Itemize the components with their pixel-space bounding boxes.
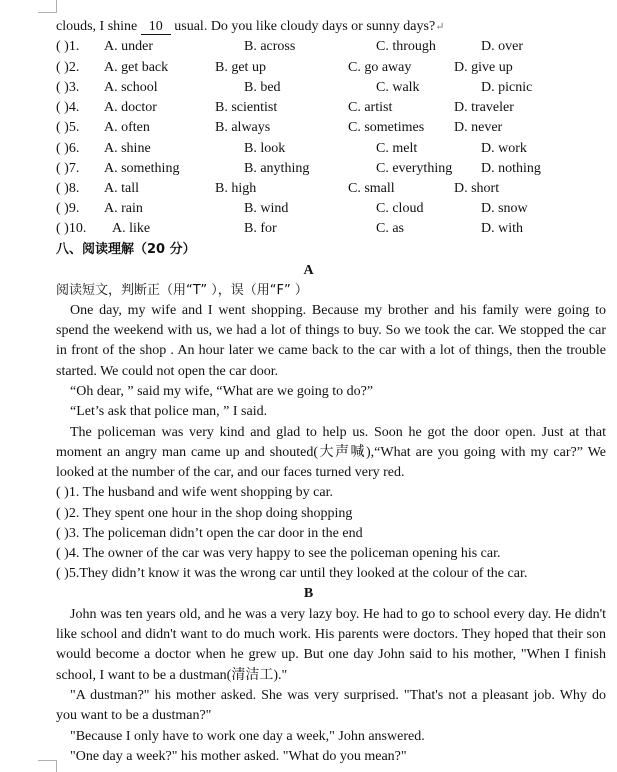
answer-blank: 10 <box>141 19 171 35</box>
q3-option-b: B. bed <box>244 80 281 95</box>
q1-option-c: C. through <box>376 39 436 54</box>
q3-number: ( )3. <box>56 80 80 95</box>
q2-option-c: C. go away <box>348 60 412 75</box>
q9-option-a: A. rain <box>104 201 143 216</box>
passage-b-paragraph-1: John was ten years old, and he was a very lazy boy. He had to go to school every day. He didn't like school and didn't want to do much work. His parents were doctors. They hoped that their son would become a doctor when he grew up. But one day John said to his mother, "When I finish school, I want to be a dustman(清洁工)." <box>56 607 606 683</box>
q5-option-b: B. always <box>215 120 271 135</box>
passage-a-paragraph-4: The policeman was very kind and glad to help us. Soon he got the door open. Just at that moment an angry man came up and shouted(大声喊),“What are you going with my car?” We looked at the number of the car, and our faces turned very red. <box>56 425 606 481</box>
q10-option-c: C. as <box>376 221 404 236</box>
q7-option-c: C. everything <box>376 161 453 176</box>
q7-number: ( )7. <box>56 161 80 176</box>
section-heading: 八、阅读理解（20 分） <box>56 242 196 257</box>
q9-option-d: D. snow <box>481 201 528 216</box>
q2-option-d: D. give up <box>454 60 513 75</box>
passage-b-paragraph-2: "A dustman?" his mother asked. She was very surprised. "That's not a pleasant job. Why do you want to be a dustman?" <box>56 688 606 724</box>
passage-a-instruction: 阅读短文，判断正（用“T” ），误（用“F” ） <box>56 283 308 298</box>
q6-option-c: C. melt <box>376 141 418 156</box>
q7-option-a: A. something <box>104 161 180 176</box>
statement-3: ( )3. The policeman didn’t open the car door in the end <box>56 526 363 541</box>
q10-number: ( )10. <box>56 221 87 236</box>
q5-option-d: D. never <box>454 120 503 135</box>
q8-number: ( )8. <box>56 181 80 196</box>
q3-option-c: C. walk <box>376 80 420 95</box>
passage-b-paragraph-3: "Because I only have to work one day a week," John answered. <box>70 729 425 744</box>
q8-option-c: C. small <box>348 181 395 196</box>
q5-option-a: A. often <box>104 120 150 135</box>
crop-mark-bottom-left <box>38 760 57 772</box>
q8-option-b: B. high <box>215 181 257 196</box>
q4-option-d: D. traveler <box>454 100 514 115</box>
q9-option-c: C. cloud <box>376 201 424 216</box>
q9-number: ( )9. <box>56 201 80 216</box>
q2-number: ( )2. <box>56 60 80 75</box>
q1-option-d: D. over <box>481 39 523 54</box>
q1-option-b: B. across <box>244 39 296 54</box>
statement-4: ( )4. The owner of the car was very happy to see the policeman opening his car. <box>56 546 501 561</box>
passage-b-paragraph-4: "One day a week?" his mother asked. "What do you mean?" <box>70 749 407 764</box>
q1-option-a: A. under <box>104 39 153 54</box>
passage-a-label: A <box>303 263 314 278</box>
intro-before: clouds, I shine <box>56 19 138 34</box>
paragraph-mark-icon: ↵ <box>435 21 445 33</box>
q6-option-b: B. look <box>244 141 286 156</box>
q5-option-c: C. sometimes <box>348 120 425 135</box>
q2-option-b: B. get up <box>215 60 266 75</box>
q5-number: ( )5. <box>56 120 80 135</box>
statement-2: ( )2. They spent one hour in the shop doing shopping <box>56 506 353 521</box>
q8-option-a: A. tall <box>104 181 139 196</box>
passage-b-label: B <box>303 586 314 601</box>
passage-a-paragraph-3: “Let’s ask that police man, ” I said. <box>70 404 268 419</box>
q6-option-a: A. shine <box>104 141 151 156</box>
q9-option-b: B. wind <box>244 201 289 216</box>
q7-option-d: D. nothing <box>481 161 541 176</box>
intro-after: usual. Do you like cloudy days or sunny days? <box>174 19 436 34</box>
q7-option-b: B. anything <box>244 161 310 176</box>
crop-mark-top-left <box>38 0 57 13</box>
statement-1: ( )1. The husband and wife went shopping by car. <box>56 485 333 500</box>
intro-line <box>56 18 444 36</box>
q10-option-a: A. like <box>112 221 151 236</box>
q4-option-a: A. doctor <box>104 100 157 115</box>
q6-option-d: D. work <box>481 141 527 156</box>
q3-option-d: D. picnic <box>481 80 533 95</box>
q6-number: ( )6. <box>56 141 80 156</box>
q1-number: ( )1. <box>56 39 80 54</box>
q4-option-b: B. scientist <box>215 100 278 115</box>
statement-5: ( )5.They didn’t know it was the wrong car until they looked at the colour of the car. <box>56 566 528 581</box>
q10-option-b: B. for <box>244 221 277 236</box>
q2-option-a: A. get back <box>104 60 169 75</box>
q4-option-c: C. artist <box>348 100 393 115</box>
q3-option-a: A. school <box>104 80 158 95</box>
passage-a-paragraph-2: “Oh dear, ” said my wife, “What are we going to do?” <box>70 384 374 399</box>
q4-number: ( )4. <box>56 100 80 115</box>
q10-option-d: D. with <box>481 221 523 236</box>
passage-a-paragraph-1: One day, my wife and I went shopping. Because my brother and his family were going to spend the weekend with us, we had a lot of things to buy. So we took the car. We stopped the car in front of the shop . An hour later we came back to the car with a lot of things, then the trouble started. We could not open the car door. <box>56 303 606 379</box>
q8-option-d: D. short <box>454 181 500 196</box>
